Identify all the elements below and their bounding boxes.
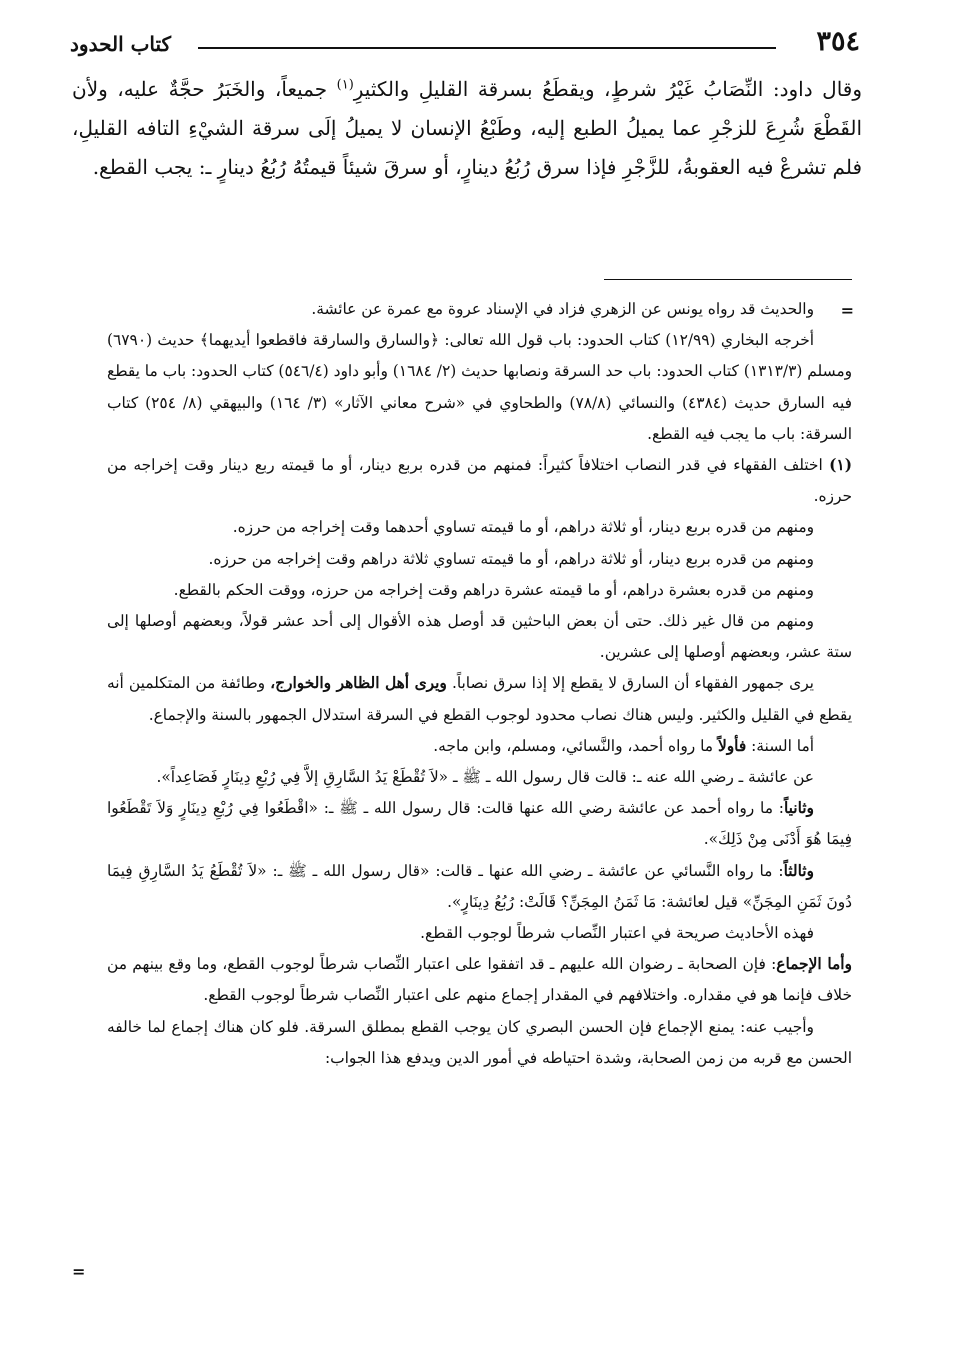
footnote-1-mark: (١)	[829, 456, 852, 475]
footnote-paragraph: ومنهم من قدره بربع دينار، أو ثلاثة دراهم، أو ما قيمته تساوي أحدهما وقت إخراجه من حرزه.	[232, 518, 814, 537]
footnote-1-text: اختلف الفقهاء في قدر النصاب اختلافاً كثيراً: فمنهم من قدره بربع دينار، أو ما قيمته ربع دينار وقت إخراجه من حرزه.	[107, 456, 852, 506]
footnote-paragraph: عن عائشة ـ رضي الله عنه ـ: قالت قال رسول الله ـ ﷺ ـ «لاَ تُقْطَعْ يَدُ السَّارِقِ إلاَّ فِي رُبْعِ دِينَارٍ فَصَاعِداً».	[156, 768, 814, 787]
text-run-bold: فأولاً	[717, 736, 747, 755]
text-run-bold: وأما الإجماع	[776, 955, 852, 974]
text-run-bold: ويرى أهل الظاهر والخوارج،	[270, 674, 447, 693]
text-run-bold: وثالثاً	[783, 861, 814, 880]
header-rule	[198, 47, 776, 49]
main-paragraph	[72, 70, 862, 187]
footnote-paragraph: ومنهم من قدره بربع دينار، أو ثلاثة دراهم، أو ما قيمته تساوي ثلاثة دراهم وقت إخراجه من حرزه.	[208, 549, 814, 568]
text-run: : فإن الصحابة ـ رضوان الله عليهم ـ قد اتفقوا على اعتبار النِّصاب شرطاً لوجوب القطع، وما وقع بينهم من خلاف فإنما هو في مقداره. واختلافهم في المقدار إجماع منهم على اعتبار النِّصاب شرطاً لوجوب القطع.	[107, 955, 852, 1005]
text-run: : ما رواه النَّسائي عن عائشة ـ رضي الله عنها ـ قالت: «قال رسول الله ـ ﷺ ـ: «لاَ تُقْطَعُ يَدُ السَّارِقِ فِيمَا دُونَ ثَمَنِ المِجَنِّ» قيل لعائشة: مَا ثَمَنُ المِجَنِّ؟ قَالَتْ: رُبُعُ دِينَارٍ».	[107, 861, 852, 911]
footnote-continuation-mark: =	[840, 301, 854, 320]
footnote-paragraph: فهذه الأحاديث صريحة في اعتبار النِّصاب شرطاً لوجوب القطع.	[420, 924, 814, 943]
main-text-part-2: جميعاً، والخَبَرُ حجَّةٌ عليه، ولأن القَطْعَ شُرِعَ للزجْرِ عما يميلُ الطبع إليه، وطَبْعُ الإنسان لا يميلُ إلَى سرقة الشيْءِ التافه القليلِ، فلم تشرعْ فيه العقوبةُ، للزَّجْرِ فإذا سرق رُبُعُ دينارٍ، أو سرقَ شيئاً قيمتُهُ رُبُعُ دينارٍ ـ: يجب القطع.	[72, 77, 862, 179]
footnote-paragraph: والحديث قد رواه يونس عن الزهري فزاد في الإسناد عروة مع عمرة عن عائشة.	[311, 300, 814, 318]
footnotes	[107, 294, 852, 1074]
footnote-paragraph	[107, 668, 852, 730]
footnote-paragraph: أخرجه البخاري (١٢/٩٩) كتاب الحدود: باب قول الله تعالى: ﴿والسارق والسارقة فاقطعوا أيديهما﴾ حديث (٦٧٩٠) ومسلم (١٣١٣/٣) كتاب الحدود: باب حد السرقة ونصابها حديث (٢/ ١٦٨٤) وأبو داود (٥٤٦/٤) كتاب الحدود: باب ما يقطع فيه السارق حديث (٤٣٨٤) والنسائي (٧٨/٨) والطحاوي في «شرح معاني الآثار» (٣/ ١٦٤) والبيهقي (٨/ ٢٥٤) كتاب السرقة: باب ما يجب فيه القطع.	[107, 331, 853, 443]
footnote-paragraph	[107, 793, 852, 855]
text-run: : ما رواه أحمد عن عائشة رضي الله عنها قالت: قال رسول الله ـ ﷺ ـ: «اقْطَعُوا فِي رُبْعِ دِينَارٍ وَلاَ تَقْطَعُوا فِيمَا هُوَ أَدْنَى مِنْ ذَلِكَ».	[107, 799, 852, 849]
text-run: يرى جمهور الفقهاء أن السارق لا يقطع إلا إذا سرق نصاباً.	[446, 674, 814, 693]
footnote-reference: (١)	[336, 77, 354, 93]
text-run-bold: وثانياً	[783, 799, 814, 818]
footnote-continues-mark: =	[72, 1262, 86, 1281]
footnote-paragraph: ومنهم من قال غير ذلك. حتى أن بعض الباحثين قد أوصل هذه الأقوال إلى أحد عشر قولاً، وبعضهم أوصلها إلى ستة عشر، وبعضهم أوصلها إلى عشرين.	[107, 612, 852, 662]
footnote-paragraph: ومنهم من قدره بعشرة دراهم، أو ما قيمته عشرة دراهم وقت إخراجه من حرزه، ووقت الحكم بالقطع.	[173, 580, 814, 599]
page-number: ٣٥٤	[816, 26, 860, 57]
footnote-paragraph	[107, 856, 852, 918]
text-run: ما رواه أحمد، والنَّسائي، ومسلم، وابن ماجه.	[433, 736, 718, 755]
footnote-1	[107, 450, 852, 512]
text-run: وطائفة من المتكلمين أنه يقطع في القليل والكثير. وليس هناك نصاب محدود لوجوب القطع في السرقة استدلال الجمهور بالسنة والإجماع.	[107, 674, 852, 724]
footnote-paragraph: وأجيب عنه: يمنع الإجماع فإن الحسن البصري كان يوجب القطع بمطلق السرقة. فلو كان هناك إجماع لما خالفه الحسن مع قربه من زمن الصحابة، وشدة احتياطه في أمور الدين ويدفع هذا الجواب:	[107, 1017, 852, 1067]
footnote-paragraph	[107, 731, 852, 762]
main-text-part-1: وقال داود: النِّصَابُ غَيْرُ شرطٍ، ويقطَعُ بسرقة القليلِ والكثيرِ	[353, 77, 863, 101]
footnote-separator	[604, 279, 852, 280]
page-header	[70, 22, 860, 68]
running-title: كتاب الحدود	[70, 32, 172, 56]
footnote-paragraph	[107, 949, 852, 1011]
text-run: أما السنة:	[746, 736, 814, 755]
